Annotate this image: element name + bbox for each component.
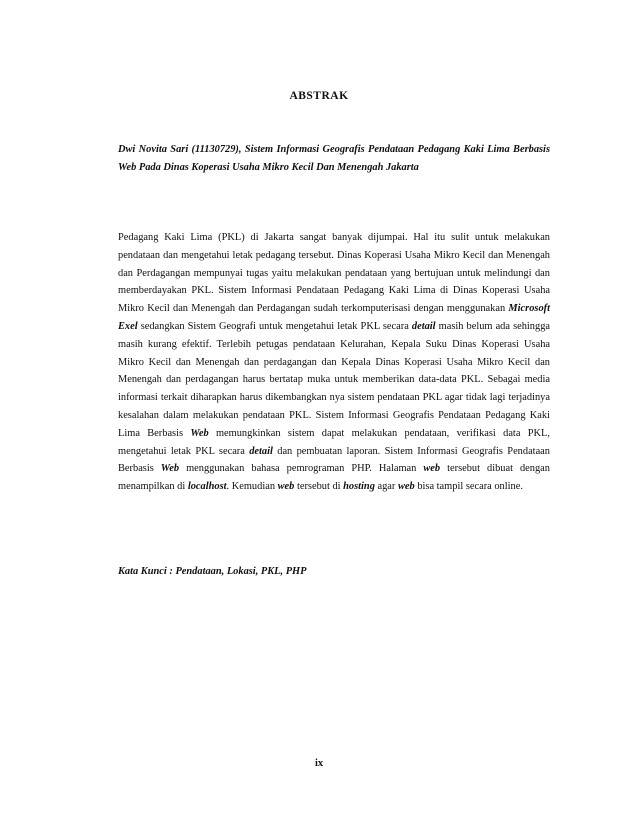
emphasized-term: web — [277, 481, 295, 493]
body-text-segment: dan pembuatan laporan. Sistem Informasi Geografis Pendataan Berbasis — [118, 445, 550, 475]
emphasized-term: hosting — [343, 481, 375, 493]
emphasized-term: localhost — [187, 481, 227, 493]
body-text-segment: masih belum ada sehingga masih kurang efektif. Terlebih petugas pendataan Kelurahan, Kepala Suku Dinas Koperasi Usaha Mikro Kecil dan Menengah dan perdagangan dan Kepala Dinas Koperasi Usaha Mikro Kecil dan Menengah dan perdagangan harus bertatap muka untuk memberikan data-data PKL. Sebagai media informasi terkait diharapkan harus dikembangkan nya sistem pendataan PKL agar tidak lagi terjadinya kesalahan dalam melakukan pendataan PKL. Sistem Informasi Geografis Pendataan Pedagang Kaki Lima Berbasis — [118, 320, 550, 439]
emphasized-term: Web — [190, 427, 209, 439]
body-text-segment: . Kemudian — [226, 481, 278, 493]
emphasized-term: detail — [411, 320, 436, 332]
author-thesis-heading: Dwi Novita Sari (11130729), Sistem Informasi Geografis Pendataan Pedagang Kaki Lima Berbasis Web Pada Dinas Koperasi Usaha Mikro Kecil Dan Menengah Jakarta — [118, 144, 550, 173]
emphasized-term: Microsoft Exel — [118, 303, 550, 332]
emphasized-term: Web — [160, 463, 180, 475]
body-text-segment: Pedagang Kaki Lima (PKL) di Jakarta sangat banyak dijumpai. Hal itu sulit untuk melakukan pendataan dan mengetahui letak pedagang tersebut. Dinas Koperasi Usaha Mikro Kecil dan Menengah dan Perdagangan mempunyai tugas yaitu melakukan pendataan yang bertujuan untuk melindungi dan memberdayakan PKL. Sistem Informasi Pendataan Pedagang Kaki Lima di Dinas Koperasi Usaha Mikro Kecil dan Menengah dan Perdagangan sudah terkomputerisasi dengan menggunakan — [118, 232, 550, 315]
body-text-segment: menggunakan bahasa pemrograman PHP. Halaman — [179, 463, 424, 475]
body-text-segment: bisa tampil secara online. — [414, 481, 523, 493]
page-number: ix — [314, 758, 324, 769]
body-text-segment: sedangkan Sistem Geografi untuk mengetahui letak PKL secara — [137, 320, 412, 332]
body-text-segment: memungkinkan sistem dapat melakukan pendataan, verifikasi data PKL, mengetahui letak PKL secara — [118, 427, 550, 457]
abstract-title: ABSTRAK — [289, 90, 349, 102]
keywords-line: Kata Kunci : Pendataan, Lokasi, PKL, PHP — [118, 566, 307, 577]
body-text-segment: tersebut dibuat dengan menampilkan di — [118, 463, 550, 493]
emphasized-term: detail — [249, 445, 273, 457]
emphasized-term: web — [423, 463, 441, 475]
body-text-segment: tersebut di — [294, 481, 344, 493]
abstract-body — [118, 229, 550, 496]
emphasized-term: web — [397, 481, 415, 493]
body-text-segment: agar — [374, 481, 398, 493]
